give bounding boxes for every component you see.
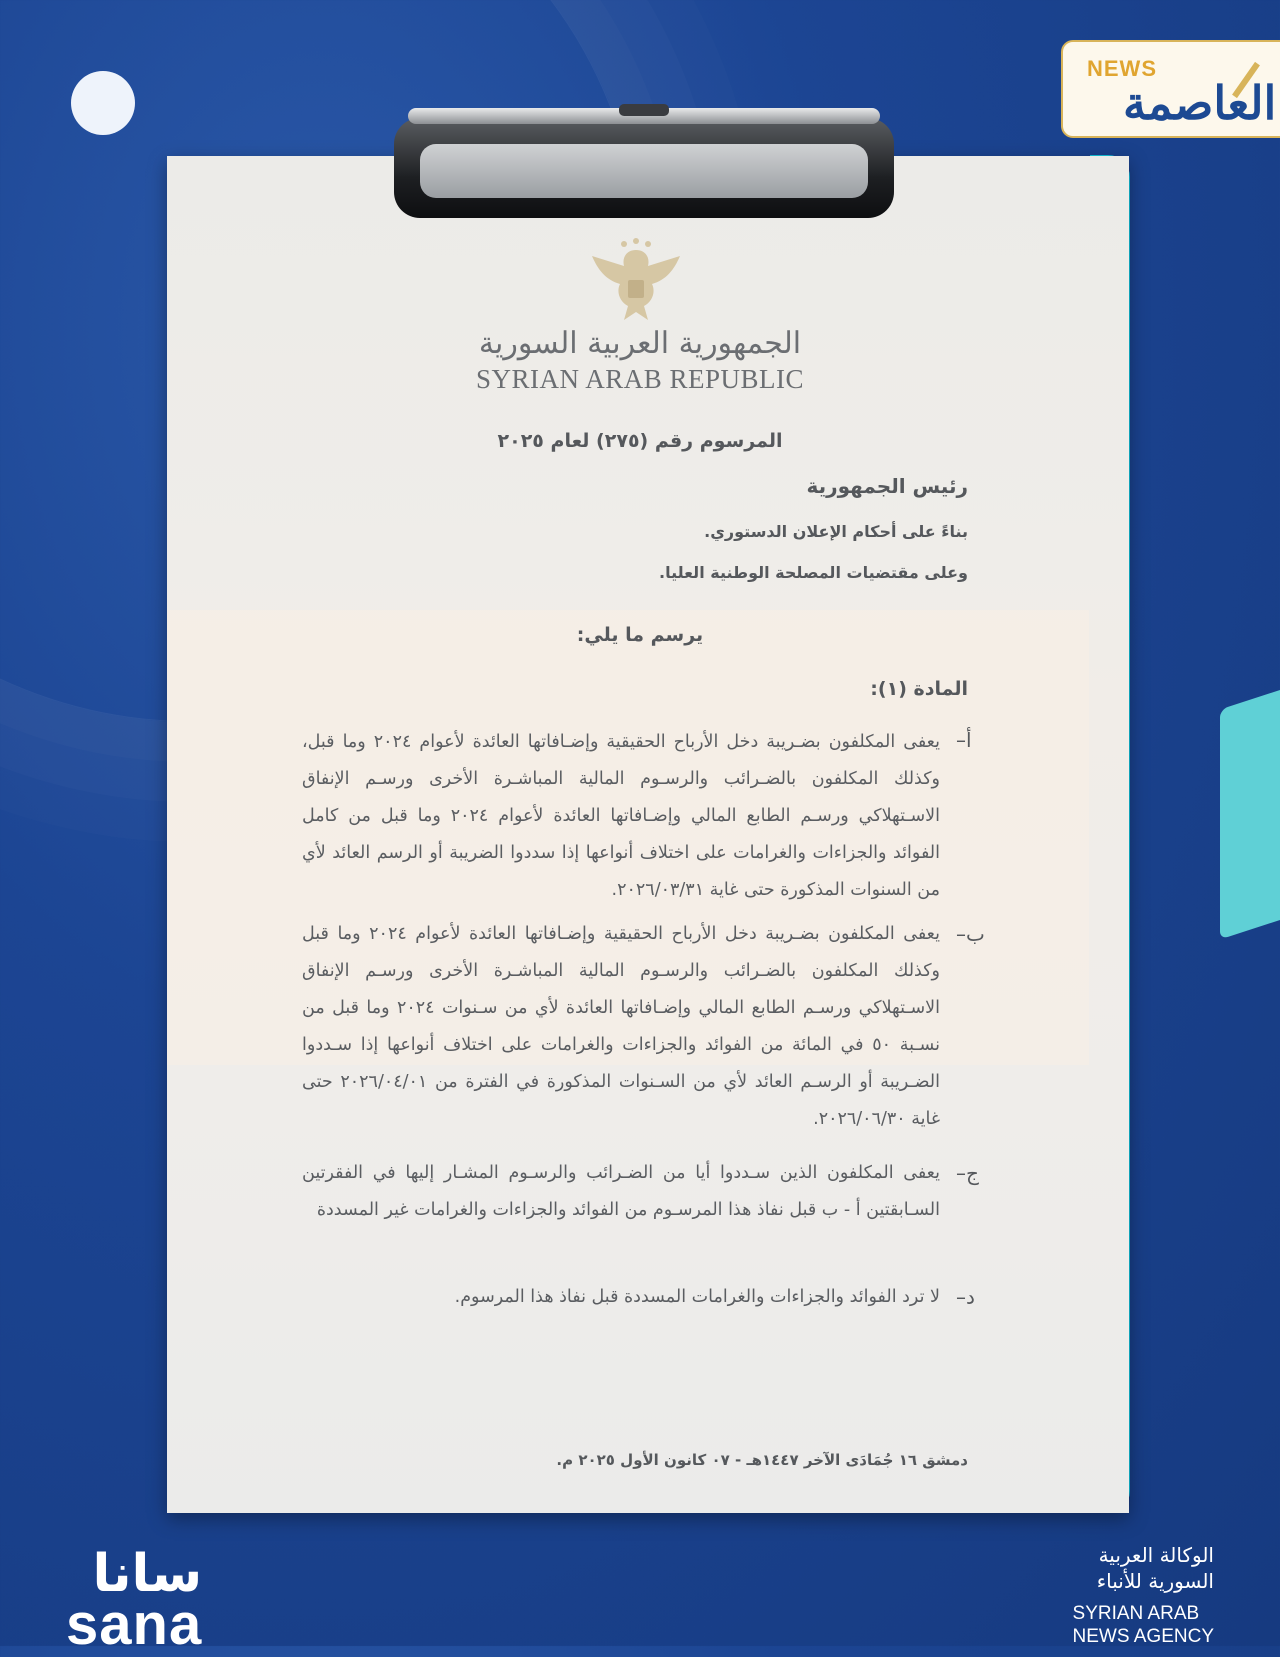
decree-date: دمشق ١٦ جُمَادَى الآخر ١٤٤٧هـ - ٠٧ كانون الأول ٢٠٢٥ م. [556, 1451, 968, 1469]
sana-logo-arabic: سانا [92, 1544, 203, 1604]
president-heading: رئيس الجمهورية [806, 474, 968, 498]
item-marker: أ– [956, 728, 972, 752]
item-marker: ب– [956, 922, 985, 946]
article-paragraph: لا ترد الفوائد والجزاءات والغرامات المسددة قبل نفاذ هذا المرسوم. [454, 1287, 940, 1307]
agency-name-block [1073, 1542, 1214, 1648]
article-paragraph: يعفى المكلفون بضـريبة دخل الأرباح الحقيقية وإضـافاتها العائدة لأعوام ٢٠٢٤ وما قبل وكذلك المكلفون بالضـرائب والرسـوم المالية المباشـرة الأخرى ورسـم الإنفاق الاسـتهلاكي ورسـم الطابع المالي وإضـافاتها العائدة لأي من سـنوات ٢٠٢٤ وما قبل من نسـبة ٥٠ في المائة من الفوائد والجزاءات والغرامات على اختلاف أنواعها إذا سـددوا الضـريبة أو الرسـم العائد لأي من السـنوات المذكورة في الفترة من ٢٠٢٦/٠٤/٠١ حتى غاية ٢٠٢٦/٠٦/٣٠. [302, 924, 940, 1129]
eagle-emblem-icon [580, 236, 692, 322]
agency-name-arabic-2: السورية للأنباء [1096, 1569, 1214, 1593]
logo-arabic-text: العاصمة [1123, 76, 1277, 130]
clipboard-clip [394, 108, 894, 218]
state-name-english: SYRIAN ARAB REPUBLIC [475, 364, 805, 394]
decorative-shape [1220, 671, 1280, 940]
item-marker: د– [956, 1285, 975, 1309]
decorative-dot [71, 71, 135, 135]
basis-line-2: وعلى مقتضيات المصلحة الوطنية العليا. [659, 563, 968, 582]
decree-title: المرسوم رقم (٢٧٥) لعام ٢٠٢٥ [497, 430, 783, 452]
logo-news-text: NEWS [1087, 56, 1157, 81]
agency-name-english-2: NEWS AGENCY [1072, 1626, 1214, 1647]
article-paragraph: يعفى المكلفون الذين سـددوا أيا من الضـرائب والرسـوم المشـار إليها في الفقرتين السـابقتين أ - ب قبل نفاذ هذا المرسـوم من الفوائد والجزاءات والغرامات غير المسددة [302, 1163, 940, 1220]
article-paragraph: يعفى المكلفون بضـريبة دخل الأرباح الحقيقية وإضـافاتها العائدة لأعوام ٢٠٢٤ وما قبل، وكذلك المكلفون بالضـرائب والرسـوم المالية المباشـرة الأخرى ورسـم الإنفاق الاسـتهلاكي ورسـم الطابع المالي وإضـافاتها العائدة لأعوام ٢٠٢٤ وما قبل من كامل الفوائد والجزاءات والغرامات على اختلاف أنواعها إذا سددوا الضريبة أو الرسم العائد لأي من السنوات المذكورة حتى غاية ٢٠٢٦/٠٣/٣١. [302, 732, 941, 900]
article-heading: المادة (١): [870, 678, 968, 700]
agency-name-english-1: SYRIAN ARAB [1072, 1603, 1200, 1624]
state-name-arabic: الجمهورية العربية السورية [478, 326, 802, 361]
agency-name-arabic-1: الوكالة العربية [1098, 1543, 1214, 1567]
alasema-news-logo [1061, 40, 1280, 138]
issues-heading: يرسم ما يلي: [576, 624, 704, 646]
sana-logo [66, 1544, 203, 1657]
sana-logo-latin: sana [66, 1592, 203, 1657]
basis-line-1: بناءً على أحكام الإعلان الدستوري. [704, 522, 968, 541]
item-marker: ج– [956, 1161, 979, 1185]
